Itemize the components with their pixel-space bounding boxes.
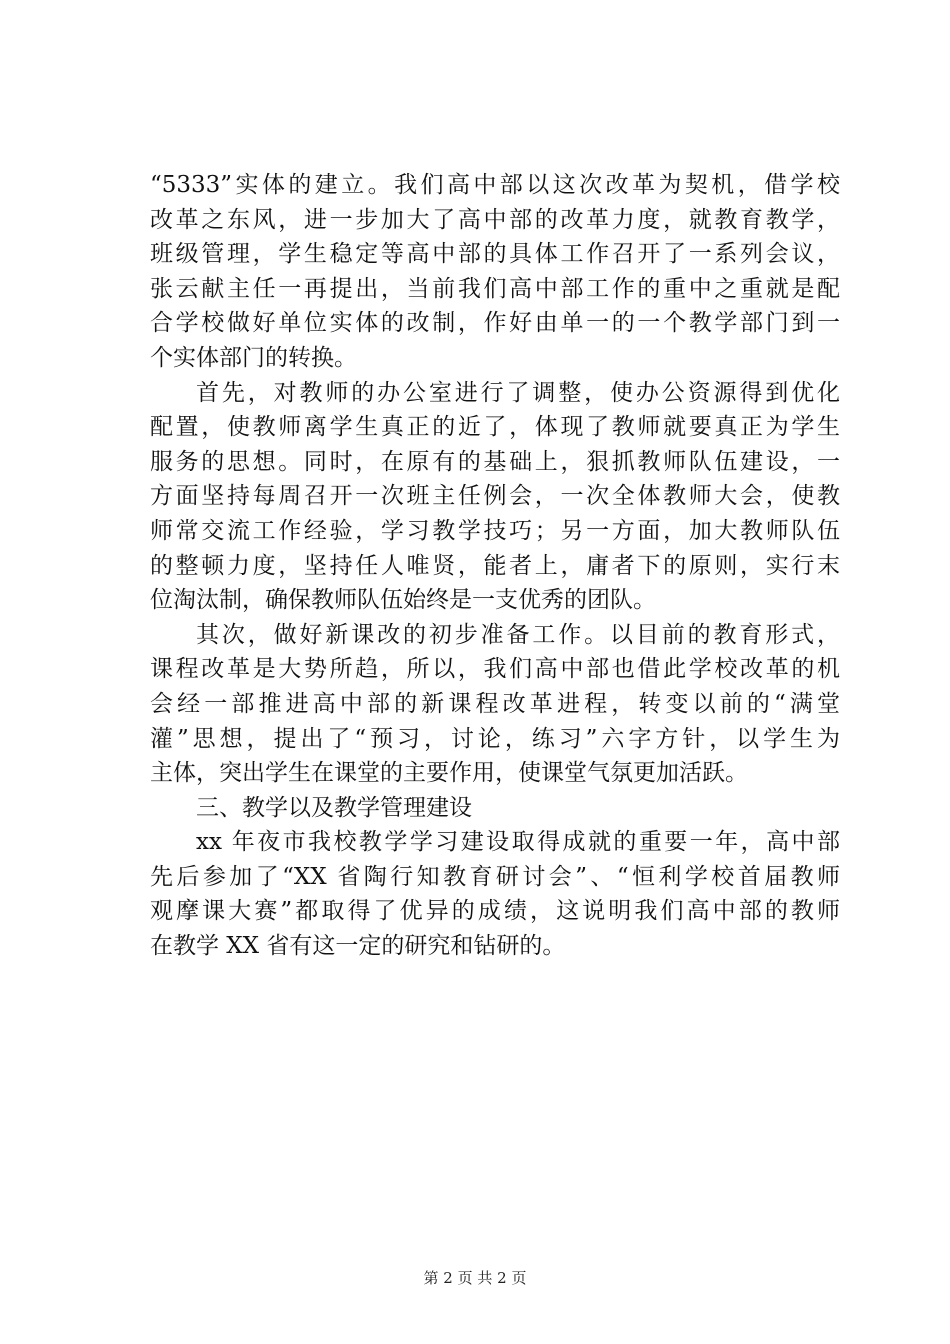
- text-line: 服务的思想。同时，在原有的基础上，狠抓教师队伍建设，一: [150, 448, 840, 475]
- text-line: 师常交流工作经验，学习教学技巧；另一方面，加大教师队伍: [150, 517, 840, 544]
- document-body: [150, 168, 840, 964]
- text-line: 方面坚持每周召开一次班主任例会，一次全体教师大会，使教: [150, 483, 840, 510]
- paragraph-first-line: 其次，做好新课改的初步准备工作。以目前的教育形式，: [196, 621, 840, 648]
- text-line: 个实体部门的转换。: [150, 344, 357, 371]
- text-line: “5333”实体的建立。我们高中部以这次改革为契机，借学校: [150, 172, 840, 198]
- text-line: 改革之东风，进一步加大了高中部的改革力度，就教育教学，: [150, 206, 840, 233]
- section-heading: 三、教学以及教学管理建设: [196, 794, 472, 821]
- text-line: 灌”思想，提出了“预习，讨论，练习”六字方针，以学生为: [150, 725, 840, 752]
- text-line: 位淘汰制，确保教师队伍始终是一支优秀的团队。: [150, 587, 656, 614]
- text-line: 在教学 XX 省有这一定的研究和钻研的。: [150, 933, 566, 960]
- text-line: 班级管理，学生稳定等高中部的具体工作召开了一系列会议，: [150, 241, 840, 268]
- text-line: 张云献主任一再提出，当前我们高中部工作的重中之重就是配: [150, 275, 840, 302]
- text-line: 主体，突出学生在课堂的主要作用，使课堂气氛更加活跃。: [150, 760, 748, 787]
- page-footer: 第 2 页 共 2 页: [423, 1269, 527, 1287]
- text-line: 先后参加了“XX 省陶行知教育研讨会”、“恒利学校首届教师: [150, 863, 840, 890]
- text-line: 配置，使教师离学生真正的近了，体现了教师就要真正为学生: [150, 414, 840, 441]
- text-line: 的整顿力度，坚持任人唯贤，能者上，庸者下的原则，实行末: [150, 552, 840, 579]
- text-line: 课程改革是大势所趋，所以，我们高中部也借此学校改革的机: [150, 656, 840, 683]
- text-line: 合学校做好单位实体的改制，作好由单一的一个教学部门到一: [150, 310, 840, 337]
- text-line: 会经一部推进高中部的新课程改革进程，转变以前的“满堂: [150, 690, 840, 717]
- paragraph-first-line: 首先，对教师的办公室进行了调整，使办公资源得到优化: [196, 379, 840, 406]
- paragraph-first-line: xx 年夜市我校教学学习建设取得成就的重要一年，高中部: [196, 829, 840, 856]
- text-line: 观摩课大赛”都取得了优异的成绩，这说明我们高中部的教师: [150, 898, 840, 925]
